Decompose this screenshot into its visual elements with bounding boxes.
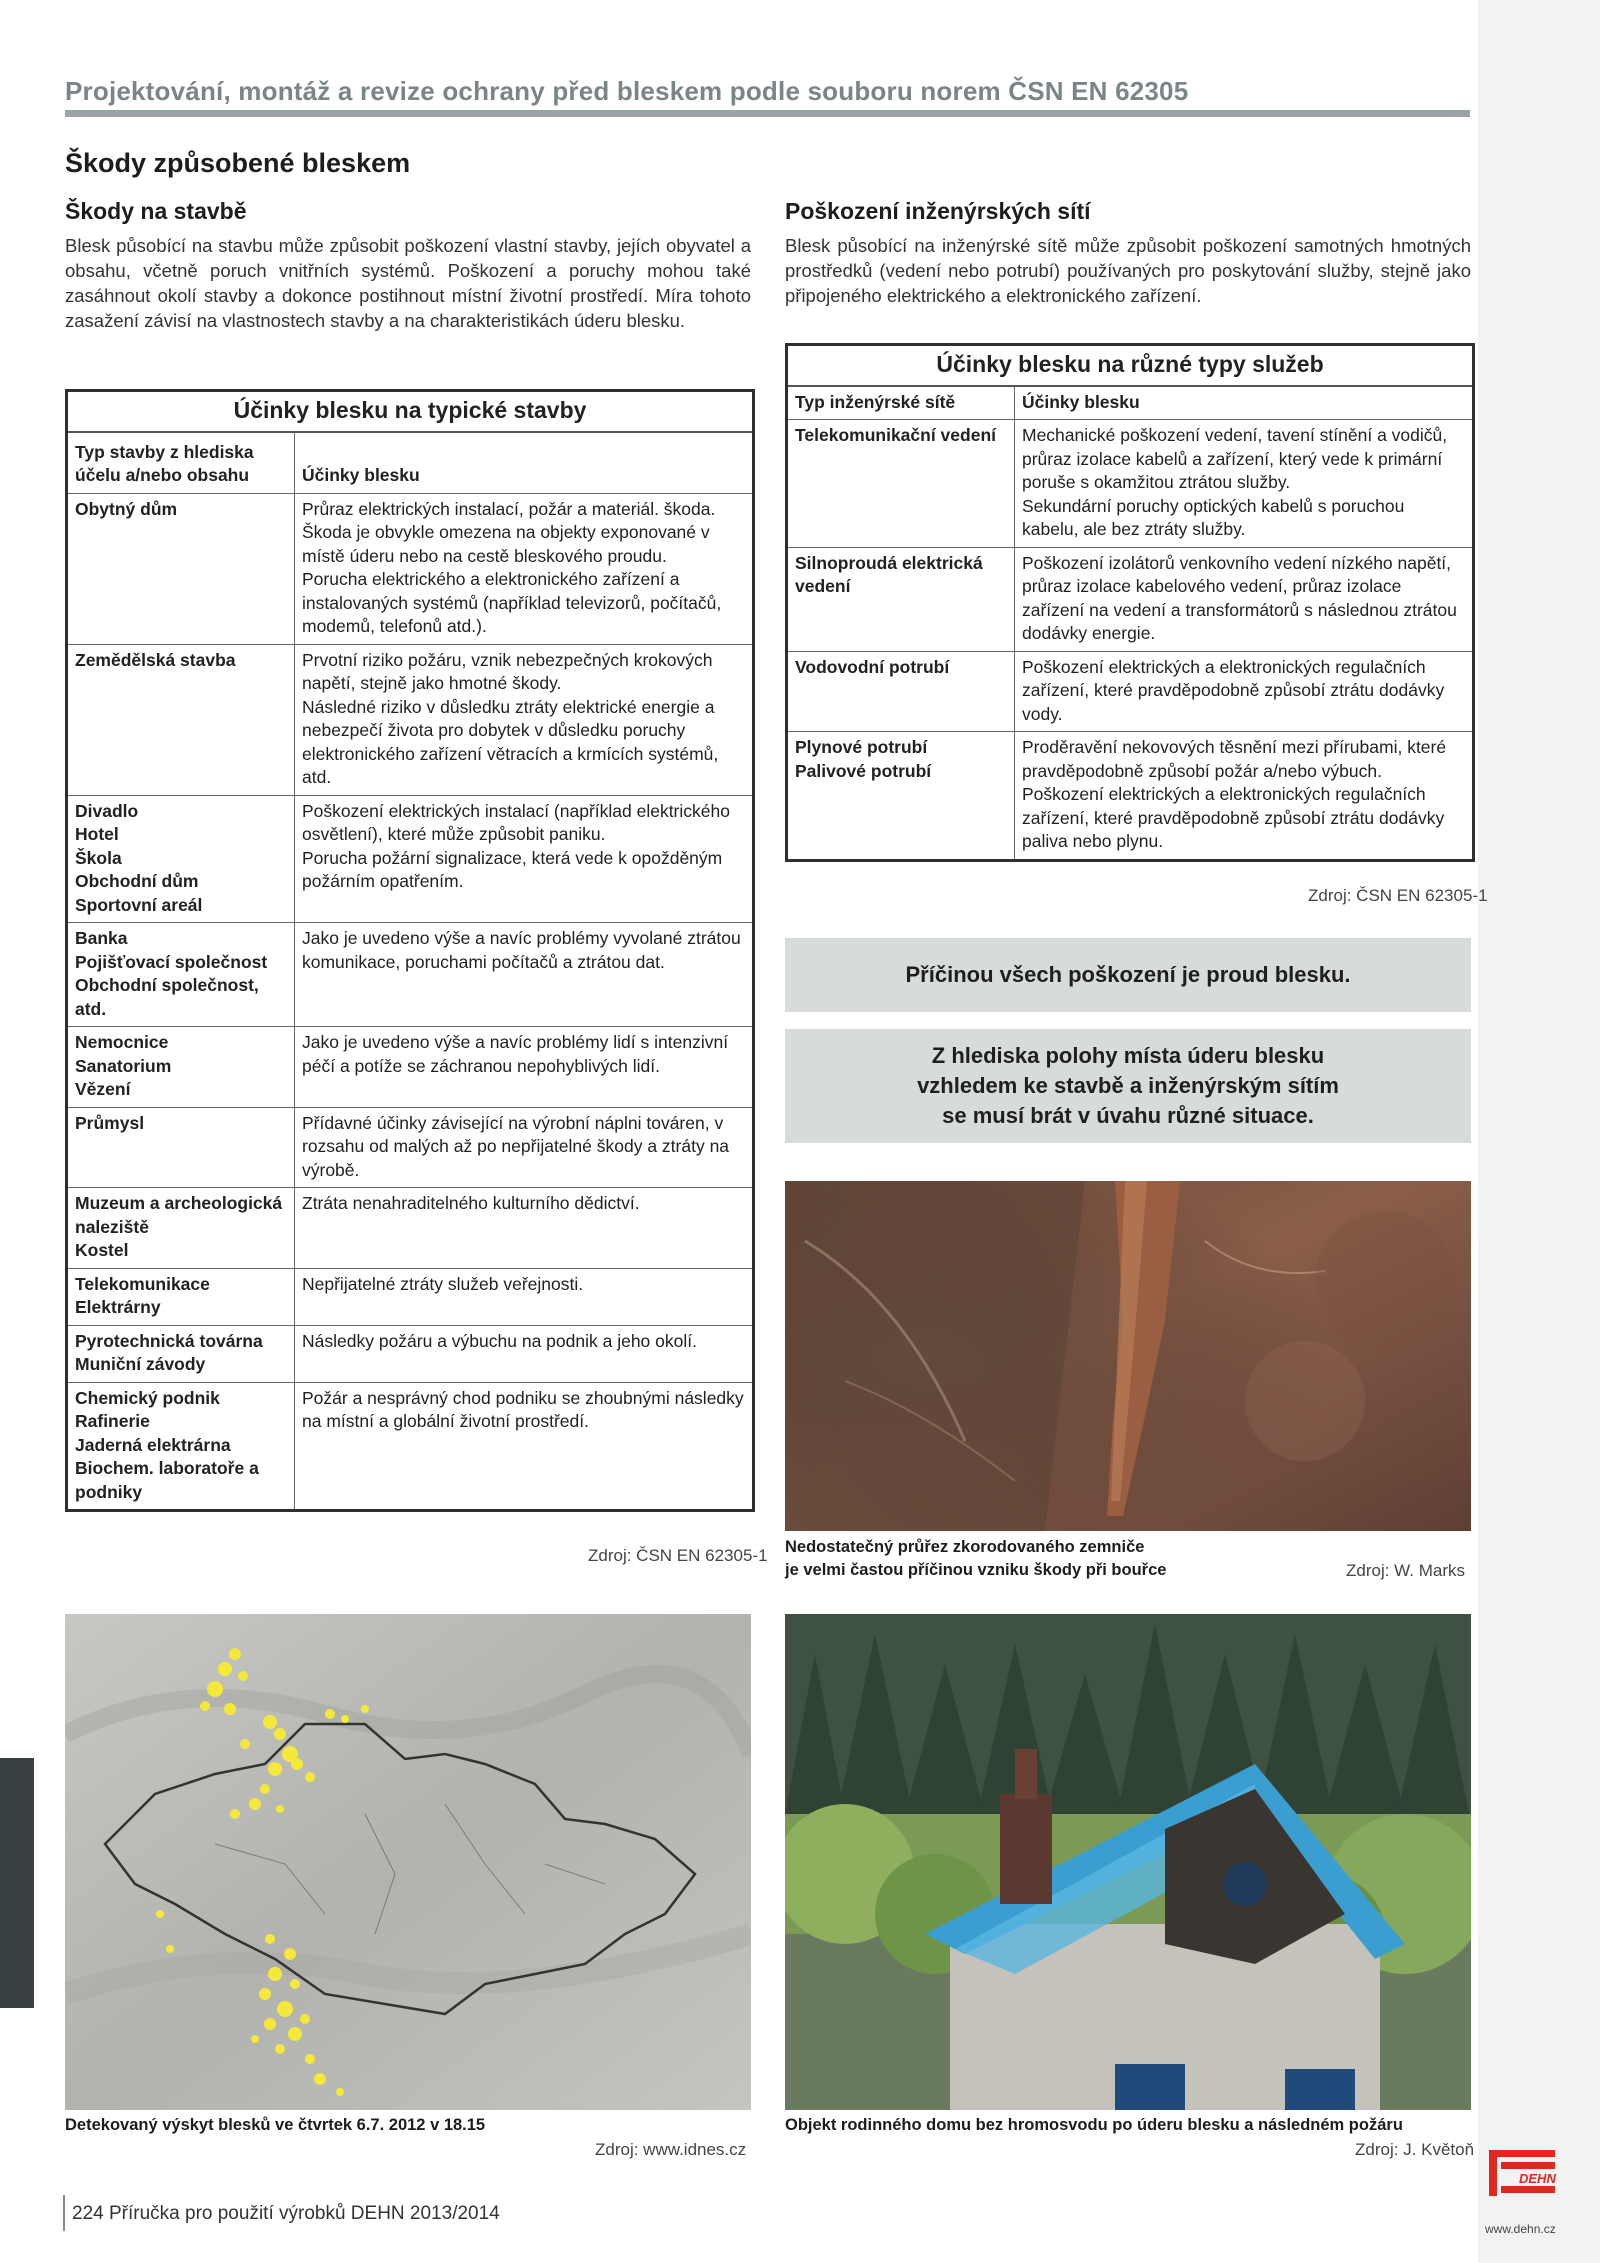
row-effect	[295, 1107, 754, 1188]
type-line: Chemický podnik	[75, 1387, 220, 1408]
effect-line: Poškození izolátorů venkovního vedení nízkého napětí, průraz izolace kabelového vedení, průraz izolace zařízení na vedení a transformátorů s následnou ztrátou dodávky energie.	[1022, 552, 1457, 643]
row-type	[67, 1027, 295, 1108]
row-type	[67, 644, 295, 795]
effect-line: Následky požáru a výbuchu na podnik a jeho okolí.	[302, 1330, 697, 1351]
effect-line: Přídavné účinky závisející na výrobní náplni továren, v rozsahu od malých až po nepřijatelné škody a ztráty na výrobě.	[302, 1112, 730, 1180]
table-header-effect: Účinky blesku	[295, 432, 754, 494]
row-effect	[295, 923, 754, 1027]
box-line: vzhledem ke stavbě a inženýrským sítím	[917, 1073, 1339, 1098]
table-caption: Účinky blesku na různé typy služeb	[787, 345, 1474, 386]
table-caption: Účinky blesku na typické stavby	[67, 391, 754, 432]
footer	[72, 2203, 500, 2225]
type-line: Sanatorium	[75, 1055, 172, 1076]
highlight-box-cause: Příčinou všech poškození je proud blesku.	[785, 938, 1471, 1012]
type-line: Obytný dům	[75, 498, 178, 519]
effect-line: Poškození elektrických instalací (například elektrického osvětlení), které může způsobit paniku.	[302, 800, 730, 844]
row-type	[787, 651, 1015, 732]
photo1-caption	[785, 1536, 1285, 1582]
photo3-caption: Objekt rodinného domu bez hromosvodu po úderu blesku a následném požáru	[785, 2116, 1403, 2134]
effect-line: Porucha elektrického a elektronického zařízení a instalovaných systémů (například televizorů, počítačů, modemů, telefonů atd.).	[302, 569, 722, 636]
effect-line: Sekundární poruchy optických kabelů s poruchou kabelu, ale bez ztráty služby.	[1022, 495, 1405, 539]
effect-line: Poškození elektrických a elektronických regulačních zařízení, které pravděpodobně způsobí ztrátu dodávky vody.	[1022, 656, 1445, 724]
type-line: Pyrotechnická továrna	[75, 1330, 263, 1351]
table-header-type: Typ stavby z hlediska účelu a/nebo obsahu	[67, 432, 295, 494]
row-effect	[295, 1268, 754, 1325]
table-header-effect: Účinky blesku	[1015, 386, 1474, 420]
table-effects-buildings	[65, 389, 755, 1512]
box-line: se musí brát v úvahu různé situace.	[942, 1103, 1314, 1128]
row-effect	[1015, 651, 1474, 732]
page-number: 224	[72, 2203, 104, 2224]
dehn-logo	[1487, 2144, 1557, 2202]
type-line: Nemocnice	[75, 1032, 169, 1052]
type-line: Jaderná elektrárna	[75, 1434, 231, 1455]
row-type	[67, 795, 295, 923]
table2-source: Zdroj: ČSN EN 62305-1	[1308, 886, 1488, 905]
effect-line: Prvotní riziko požáru, vznik nebezpečných krokových napětí, stejně jako hmotné škody.	[302, 649, 713, 693]
photo2-caption: Detekovaný výskyt blesků ve čtvrtek 6.7. 2012 v 18.15	[65, 2116, 486, 2134]
row-effect	[295, 1188, 754, 1269]
row-effect	[295, 795, 754, 923]
table-row	[67, 1268, 754, 1325]
type-line: Banka	[75, 928, 128, 948]
type-line: Muzeum a archeologická naleziště	[75, 1193, 283, 1237]
type-line: Sportovní areál	[75, 894, 203, 915]
footer-divider	[63, 2195, 65, 2231]
box-line: Z hlediska polohy místa úderu blesku	[931, 1043, 1325, 1068]
type-line: Telekomunikační vedení	[795, 425, 996, 445]
type-line: Elektrárny	[75, 1297, 161, 1317]
page-header-title: Projektování, montáž a revize ochrany před bleskem podle souboru norem ČSN EN 62305	[65, 76, 1189, 106]
row-type	[67, 1382, 295, 1511]
table-header-type: Typ inženýrské sítě	[787, 386, 1015, 420]
row-type	[787, 547, 1015, 651]
type-line: Plynové potrubí	[795, 737, 928, 757]
table-row	[67, 1325, 754, 1382]
effect-line: Ztráta nenahraditelného kulturního dědictví.	[302, 1193, 640, 1213]
row-type	[67, 1325, 295, 1382]
table-row	[67, 1382, 754, 1511]
row-effect	[295, 493, 754, 644]
type-line: Obchodní dům	[75, 871, 199, 891]
photo-burnt-house	[785, 1614, 1471, 2110]
type-line: Silnoproudá elektrická vedení	[795, 552, 983, 596]
type-line: Divadlo	[75, 800, 139, 821]
effect-line: Jako je uvedeno výše a navíc problémy vyvolané ztrátou komunikace, poruchami počítačů a ztrátou dat.	[302, 928, 741, 972]
type-line: Biochem. laboratoře a podniky	[75, 1458, 259, 1502]
type-line: Telekomunikace	[75, 1273, 210, 1294]
type-line: Zemědělská stavba	[75, 649, 236, 670]
right-margin-strip	[1478, 0, 1600, 2263]
logo-text: DEHN	[1519, 2171, 1556, 2186]
section-title: Škody způsobené bleskem	[65, 148, 411, 178]
row-type	[67, 1188, 295, 1269]
table-row	[787, 732, 1474, 861]
chapter-tab	[0, 1758, 34, 2008]
caption-line: Nedostatečný průřez zkorodovaného zemniče	[785, 1538, 1145, 1556]
row-type	[67, 493, 295, 644]
type-line: Obchodní společnost, atd.	[75, 975, 259, 1019]
type-line: Muniční závody	[75, 1354, 206, 1374]
row-type	[787, 420, 1015, 548]
photo-lightning-map	[65, 1614, 751, 2110]
row-type	[787, 732, 1015, 861]
row-type	[67, 1107, 295, 1188]
row-effect	[1015, 420, 1474, 548]
row-effect	[295, 1027, 754, 1108]
right-heading: Poškození inženýrských sítí	[785, 198, 1091, 224]
type-line: Rafinerie	[75, 1411, 150, 1431]
right-paragraph: Blesk působící na inženýrské sítě může způsobit poškození samotných hmotných prostředků (vedení nebo potrubí) používaných pro poskytování služby, stejně jako připojeného elektrického a elektronického zařízení.	[785, 235, 1471, 306]
table1-source: Zdroj: ČSN EN 62305-1	[588, 1546, 768, 1565]
table-row	[67, 795, 754, 923]
table-row	[67, 493, 754, 644]
effect-line: Požár a nesprávný chod podniku se zhoubnými následky na místní a globální životní prostředí.	[302, 1387, 744, 1431]
type-line: Průmysl	[75, 1112, 145, 1133]
photo3-source: Zdroj: J. Květoň	[1355, 2140, 1475, 2159]
type-line: Vězení	[75, 1079, 131, 1099]
effect-line: Proděravění nekovových těsnění mezi přírubami, které pravděpodobně způsobí požár a/nebo výbuch.	[1022, 737, 1447, 781]
photo1-source: Zdroj: W. Marks	[1346, 1561, 1466, 1580]
row-effect	[1015, 547, 1474, 651]
table-row	[67, 923, 754, 1027]
type-line: Vodovodní potrubí	[795, 656, 950, 677]
row-effect	[1015, 732, 1474, 861]
row-type	[67, 923, 295, 1027]
table-row	[67, 1107, 754, 1188]
photo2-source: Zdroj: www.idnes.cz	[595, 2140, 747, 2159]
effect-line: Mechanické poškození vedení, tavení stínění a vodičů, průraz izolace kabelů a zařízení, který vede k primární poruše s okamžitou ztrátou služby.	[1022, 425, 1448, 492]
table-row	[787, 420, 1474, 548]
photo-corroded-earth-electrode	[785, 1181, 1471, 1531]
type-line: Palivové potrubí	[795, 760, 932, 781]
effect-line: Nepřijatelné ztráty služeb veřejnosti.	[302, 1273, 584, 1294]
header-divider	[65, 110, 1470, 117]
type-line: Hotel	[75, 824, 119, 844]
effect-line: Poškození elektrických a elektronických regulačních zařízení, které pravděpodobně způsobí ztrátu dodávky paliva nebo plynu.	[1022, 784, 1445, 851]
table-effects-services	[785, 343, 1475, 862]
row-effect	[295, 644, 754, 795]
left-heading: Škody na stavbě	[65, 198, 247, 224]
table-row	[67, 644, 754, 795]
effect-line: Škoda je obvykle omezena na objekty exponované v místě úderu nebo na cestě bleskového proudu.	[302, 522, 710, 566]
effect-line: Průraz elektrických instalací, požár a materiál. škoda.	[302, 498, 716, 519]
table-row	[67, 1188, 754, 1269]
highlight-box-situations	[785, 1029, 1471, 1143]
footer-title: Příručka pro použití výrobků DEHN 2013/2014	[108, 2203, 500, 2224]
caption-line: je velmi častou příčinou vzniku škody při bouřce	[785, 1561, 1167, 1579]
type-line: Pojišťovací společnost	[75, 951, 268, 972]
left-paragraph: Blesk působící na stavbu může způsobit poškození vlastní stavby, jejích obyvatel a obsahu, včetně poruch vnitřních systémů. Poškození a poruchy mohou také zasáhnout okolí stavby a dokonce postihnout místní životní prostředí. Míra tohoto zasažení závisí na vlastnostech stavby a na charakteristikách úderu blesku.	[65, 235, 751, 331]
table-row	[787, 651, 1474, 732]
effect-line: Následné riziko v důsledku ztráty elektrické energie a nebezpečí života pro dobytek v důsledku poruchy elektronického zařízení větracích a krmících systémů, atd.	[302, 696, 719, 787]
row-effect	[295, 1325, 754, 1382]
table-row	[67, 1027, 754, 1108]
type-line: Škola	[75, 847, 122, 868]
row-type	[67, 1268, 295, 1325]
effect-line: Porucha požární signalizace, která vede k opožděným požárním opatřením.	[302, 847, 723, 891]
website: www.dehn.cz	[1485, 2222, 1556, 2236]
effect-line: Jako je uvedeno výše a navíc problémy lidí s intenzivní péčí a potíže se záchranou nepohyblivých lidí.	[302, 1032, 729, 1076]
type-line: Kostel	[75, 1240, 129, 1260]
table-row	[787, 547, 1474, 651]
row-effect	[295, 1382, 754, 1511]
